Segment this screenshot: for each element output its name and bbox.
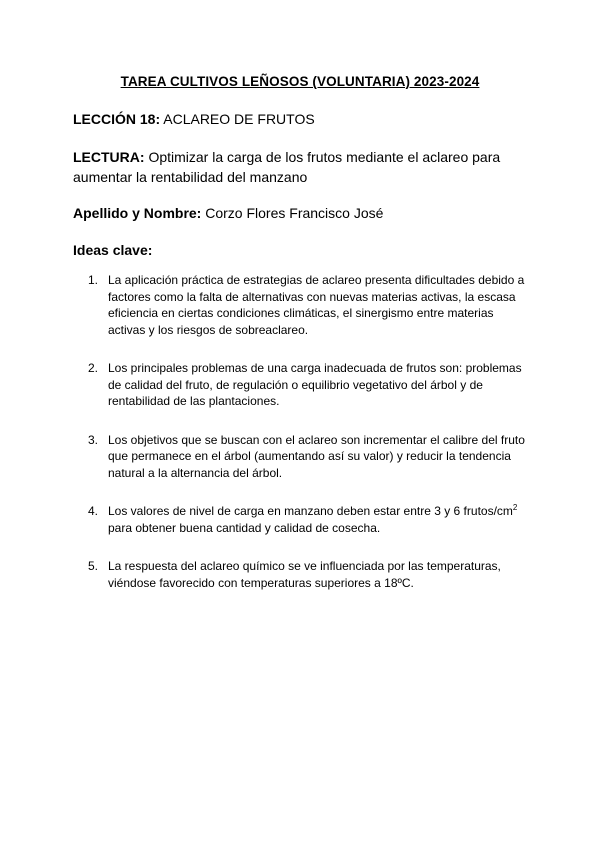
reading-line [73,147,543,187]
list-item [88,503,528,536]
list-item-text: La aplicación práctica de estrategias de aclareo presenta dificultades debido a factores como la falta de alternativas con nuevas materias activas, la escasa eficiencia en ciertas condiciones climáticas, el sinergismo entre materias activas y los riesgos de sobreaclareo. [108,273,525,337]
reading-label: LECTURA: [73,149,145,165]
list-item [88,432,528,482]
reading-value: Optimizar la carga de los frutos mediante el aclareo para aumentar la rentabilidad del manzano [73,149,501,185]
list-item-text: Los objetivos que se buscan con el aclareo son incrementar el calibre del fruto que permanece en el árbol (aumentando así su valor) y reducir la tendencia natural a la alternancia del árbol. [108,432,525,480]
lesson-value: ACLAREO DE FRUTOS [163,111,315,127]
student-name-label: Apellido y Nombre: [73,205,202,221]
document-title: TAREA CULTIVOS LEÑOSOS (VOLUNTARIA) 2023-2024 [120,74,480,89]
list-item-text: La respuesta del aclareo químico se ve influenciada por las temperaturas, viéndose favorecido con temperaturas superiores a 18ºC. [108,559,501,590]
list-item-number: 3. [88,432,99,447]
list-item [88,558,528,591]
lesson-label: LECCIÓN 18: [73,111,161,127]
key-ideas-list [88,272,528,591]
list-item [88,272,528,338]
list-item-text-after: para obtener buena cantidad y calidad de cosecha. [108,520,381,535]
list-item [88,360,528,410]
list-item-number: 4. [88,504,99,518]
list-item-number: 5. [88,559,99,573]
student-name-line [73,203,543,223]
student-name-value: Corzo Flores Francisco José [205,205,384,221]
list-item-number: 2. [88,361,99,375]
ideas-heading-text: Ideas clave: [73,242,153,258]
list-item-text: Los principales problemas de una carga inadecuada de frutos son: problemas de calidad del fruto, de regulación o equilibrio vegetativo del árbol y de rentabilidad de las plantaciones. [108,361,522,408]
list-item-number: 1. [88,273,99,287]
lesson-line [73,109,543,129]
list-item-superscript: 2 [512,503,518,512]
ideas-heading [73,240,543,260]
list-item-text-before: Los valores de nivel de carga en manzano deben estar entre 3 y 6 frutos/cm [108,504,513,518]
